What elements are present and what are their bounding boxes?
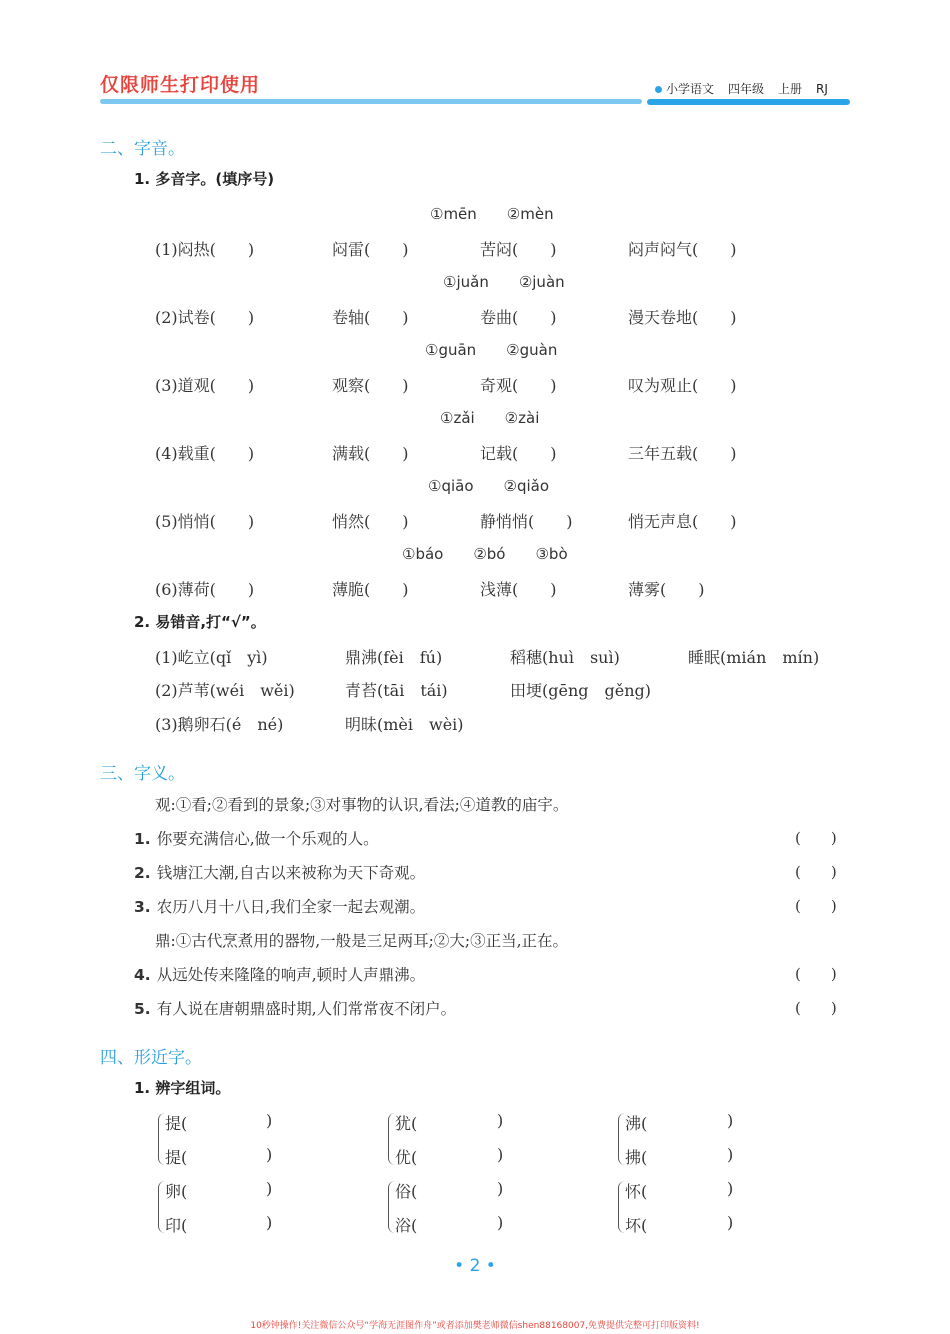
answer-blank[interactable]: ( )	[795, 863, 837, 881]
char-item: 坏(	[625, 1216, 648, 1235]
pinyin-options: ①mēn ②mèn	[430, 205, 554, 223]
pronunciation-item: 稻穗(huì suì)	[510, 648, 620, 667]
char-item: 提(	[165, 1114, 188, 1133]
question-text: 你要充满信心,做一个乐观的人。	[156, 830, 379, 848]
pronunciation-item: (1)屹立(qǐ yì)	[155, 648, 268, 667]
page-header-title: 仅限师生打印使用	[100, 74, 261, 96]
word-item: 悄无声息( )	[628, 512, 737, 531]
meaning-question	[134, 827, 379, 849]
char-item: 卵(	[165, 1182, 188, 1201]
word-item: 薄脆( )	[332, 580, 409, 599]
word-item: 悄然( )	[332, 512, 409, 531]
header-volume: 上册	[778, 82, 803, 96]
header-meta	[655, 80, 828, 97]
question-number: 2.	[134, 864, 151, 882]
word-item: 闷声闷气( )	[628, 240, 737, 259]
word-item: (5)悄悄( )	[155, 512, 255, 531]
pronunciation-item: 睡眠(mián mín)	[688, 648, 820, 667]
brace-icon	[618, 1181, 625, 1233]
pronunciation-item: 青苔(tāi tái)	[345, 681, 448, 700]
question-text: 农历八月十八日,我们全家一起去观潮。	[156, 898, 426, 916]
header-subject: 小学语文	[666, 82, 715, 96]
char-item: 怀(	[625, 1182, 648, 1201]
meaning-question	[134, 997, 456, 1019]
header-rule-light	[100, 99, 642, 104]
section-title: 三、字义。	[100, 764, 185, 784]
question-text: 有人说在唐朝鼎盛时期,人们常常夜不闭户。	[156, 1000, 457, 1018]
pronunciation-item: 鼎沸(fèi fú)	[345, 648, 443, 667]
pinyin-options: ①juǎn ②juàn	[443, 273, 565, 291]
bullet-icon	[655, 86, 662, 93]
word-item: 奇观( )	[480, 376, 557, 395]
blank-close[interactable]: )	[727, 1213, 734, 1232]
blank-close[interactable]: )	[497, 1213, 504, 1232]
meaning-question	[134, 895, 425, 917]
pinyin-options: ①qiāo ②qiǎo	[428, 477, 550, 495]
char-item: 浴(	[395, 1216, 418, 1235]
question-title: 1. 辨字组词。	[134, 1079, 231, 1097]
word-item: 浅薄( )	[480, 580, 557, 599]
brace-icon	[388, 1181, 395, 1233]
char-item: 犹(	[395, 1114, 418, 1133]
word-item: 观察( )	[332, 376, 409, 395]
pronunciation-item: (2)芦苇(wéi wěi)	[155, 681, 295, 700]
question-title: 1. 多音字。(填序号)	[134, 170, 275, 188]
definition-text: 鼎:①古代烹煮用的器物,一般是三足两耳;②大;③正当,正在。	[155, 932, 569, 950]
question-number: 3.	[134, 898, 151, 916]
question-text: 钱塘江大潮,自古以来被称为天下奇观。	[156, 864, 426, 882]
question-number: 5.	[134, 1000, 151, 1018]
char-item: 印(	[165, 1216, 188, 1235]
word-item: 卷曲( )	[480, 308, 557, 327]
char-item: 沸(	[625, 1114, 648, 1133]
word-item: 卷轴( )	[332, 308, 409, 327]
blank-close[interactable]: )	[727, 1179, 734, 1198]
brace-icon	[388, 1113, 395, 1165]
blank-close[interactable]: )	[497, 1179, 504, 1198]
header-rule-dark	[647, 99, 850, 105]
header-edition: RJ	[816, 82, 828, 96]
word-item: 三年五载( )	[628, 444, 737, 463]
brace-icon	[158, 1113, 165, 1165]
char-item: 拂(	[625, 1148, 648, 1167]
pronunciation-item: (3)鹅卵石(é né)	[155, 715, 284, 734]
word-item: 薄雾( )	[628, 580, 705, 599]
blank-close[interactable]: )	[497, 1111, 504, 1130]
question-number: 4.	[134, 966, 151, 984]
blank-close[interactable]: )	[497, 1145, 504, 1164]
char-item: 提(	[165, 1148, 188, 1167]
page-number: • 2 •	[454, 1256, 496, 1276]
answer-blank[interactable]: ( )	[795, 965, 837, 983]
word-item: 苦闷( )	[480, 240, 557, 259]
word-item: 静悄悄( )	[480, 512, 573, 531]
blank-close[interactable]: )	[727, 1145, 734, 1164]
section-title: 四、形近字。	[100, 1048, 202, 1068]
char-item: 优(	[395, 1148, 418, 1167]
footer-notice: 10秒钟操作!关注微信公众号“学海无涯图作舟”或者添加樊老师微信shen88168007,免费提供完整可打印版资料!	[250, 1321, 700, 1331]
header-grade: 四年级	[728, 82, 765, 96]
blank-close[interactable]: )	[266, 1213, 273, 1232]
blank-close[interactable]: )	[266, 1111, 273, 1130]
meaning-question	[134, 963, 425, 985]
meaning-question	[134, 861, 425, 883]
word-item: 记载( )	[480, 444, 557, 463]
word-item: 叹为观止( )	[628, 376, 737, 395]
answer-blank[interactable]: ( )	[795, 897, 837, 915]
word-item: (3)道观( )	[155, 376, 255, 395]
word-item: 满载( )	[332, 444, 409, 463]
answer-blank[interactable]: ( )	[795, 999, 837, 1017]
question-text: 从远处传来隆隆的响声,顿时人声鼎沸。	[156, 966, 426, 984]
word-item: 漫天卷地( )	[628, 308, 737, 327]
word-item: (2)试卷( )	[155, 308, 255, 327]
word-item: (1)闷热( )	[155, 240, 255, 259]
word-item: 闷雷( )	[332, 240, 409, 259]
blank-close[interactable]: )	[266, 1145, 273, 1164]
pinyin-options: ①zǎi ②zài	[440, 409, 540, 427]
pronunciation-item: 明昧(mèi wèi)	[345, 715, 464, 734]
char-item: 俗(	[395, 1182, 418, 1201]
definition-text: 观:①看;②看到的景象;③对事物的认识,看法;④道教的庙宇。	[155, 796, 569, 814]
brace-icon	[618, 1113, 625, 1165]
pinyin-options: ①guān ②guàn	[425, 341, 558, 359]
blank-close[interactable]: )	[727, 1111, 734, 1130]
word-item: (4)载重( )	[155, 444, 255, 463]
blank-close[interactable]: )	[266, 1179, 273, 1198]
pinyin-options: ①báo ②bó ③bò	[402, 545, 568, 563]
pronunciation-item: 田埂(gēng gěng)	[510, 681, 652, 700]
question-title: 2. 易错音,打“√”。	[134, 613, 266, 631]
question-number: 1.	[134, 830, 151, 848]
answer-blank[interactable]: ( )	[795, 829, 837, 847]
brace-icon	[158, 1181, 165, 1233]
section-title: 二、字音。	[100, 139, 185, 159]
word-item: (6)薄荷( )	[155, 580, 255, 599]
